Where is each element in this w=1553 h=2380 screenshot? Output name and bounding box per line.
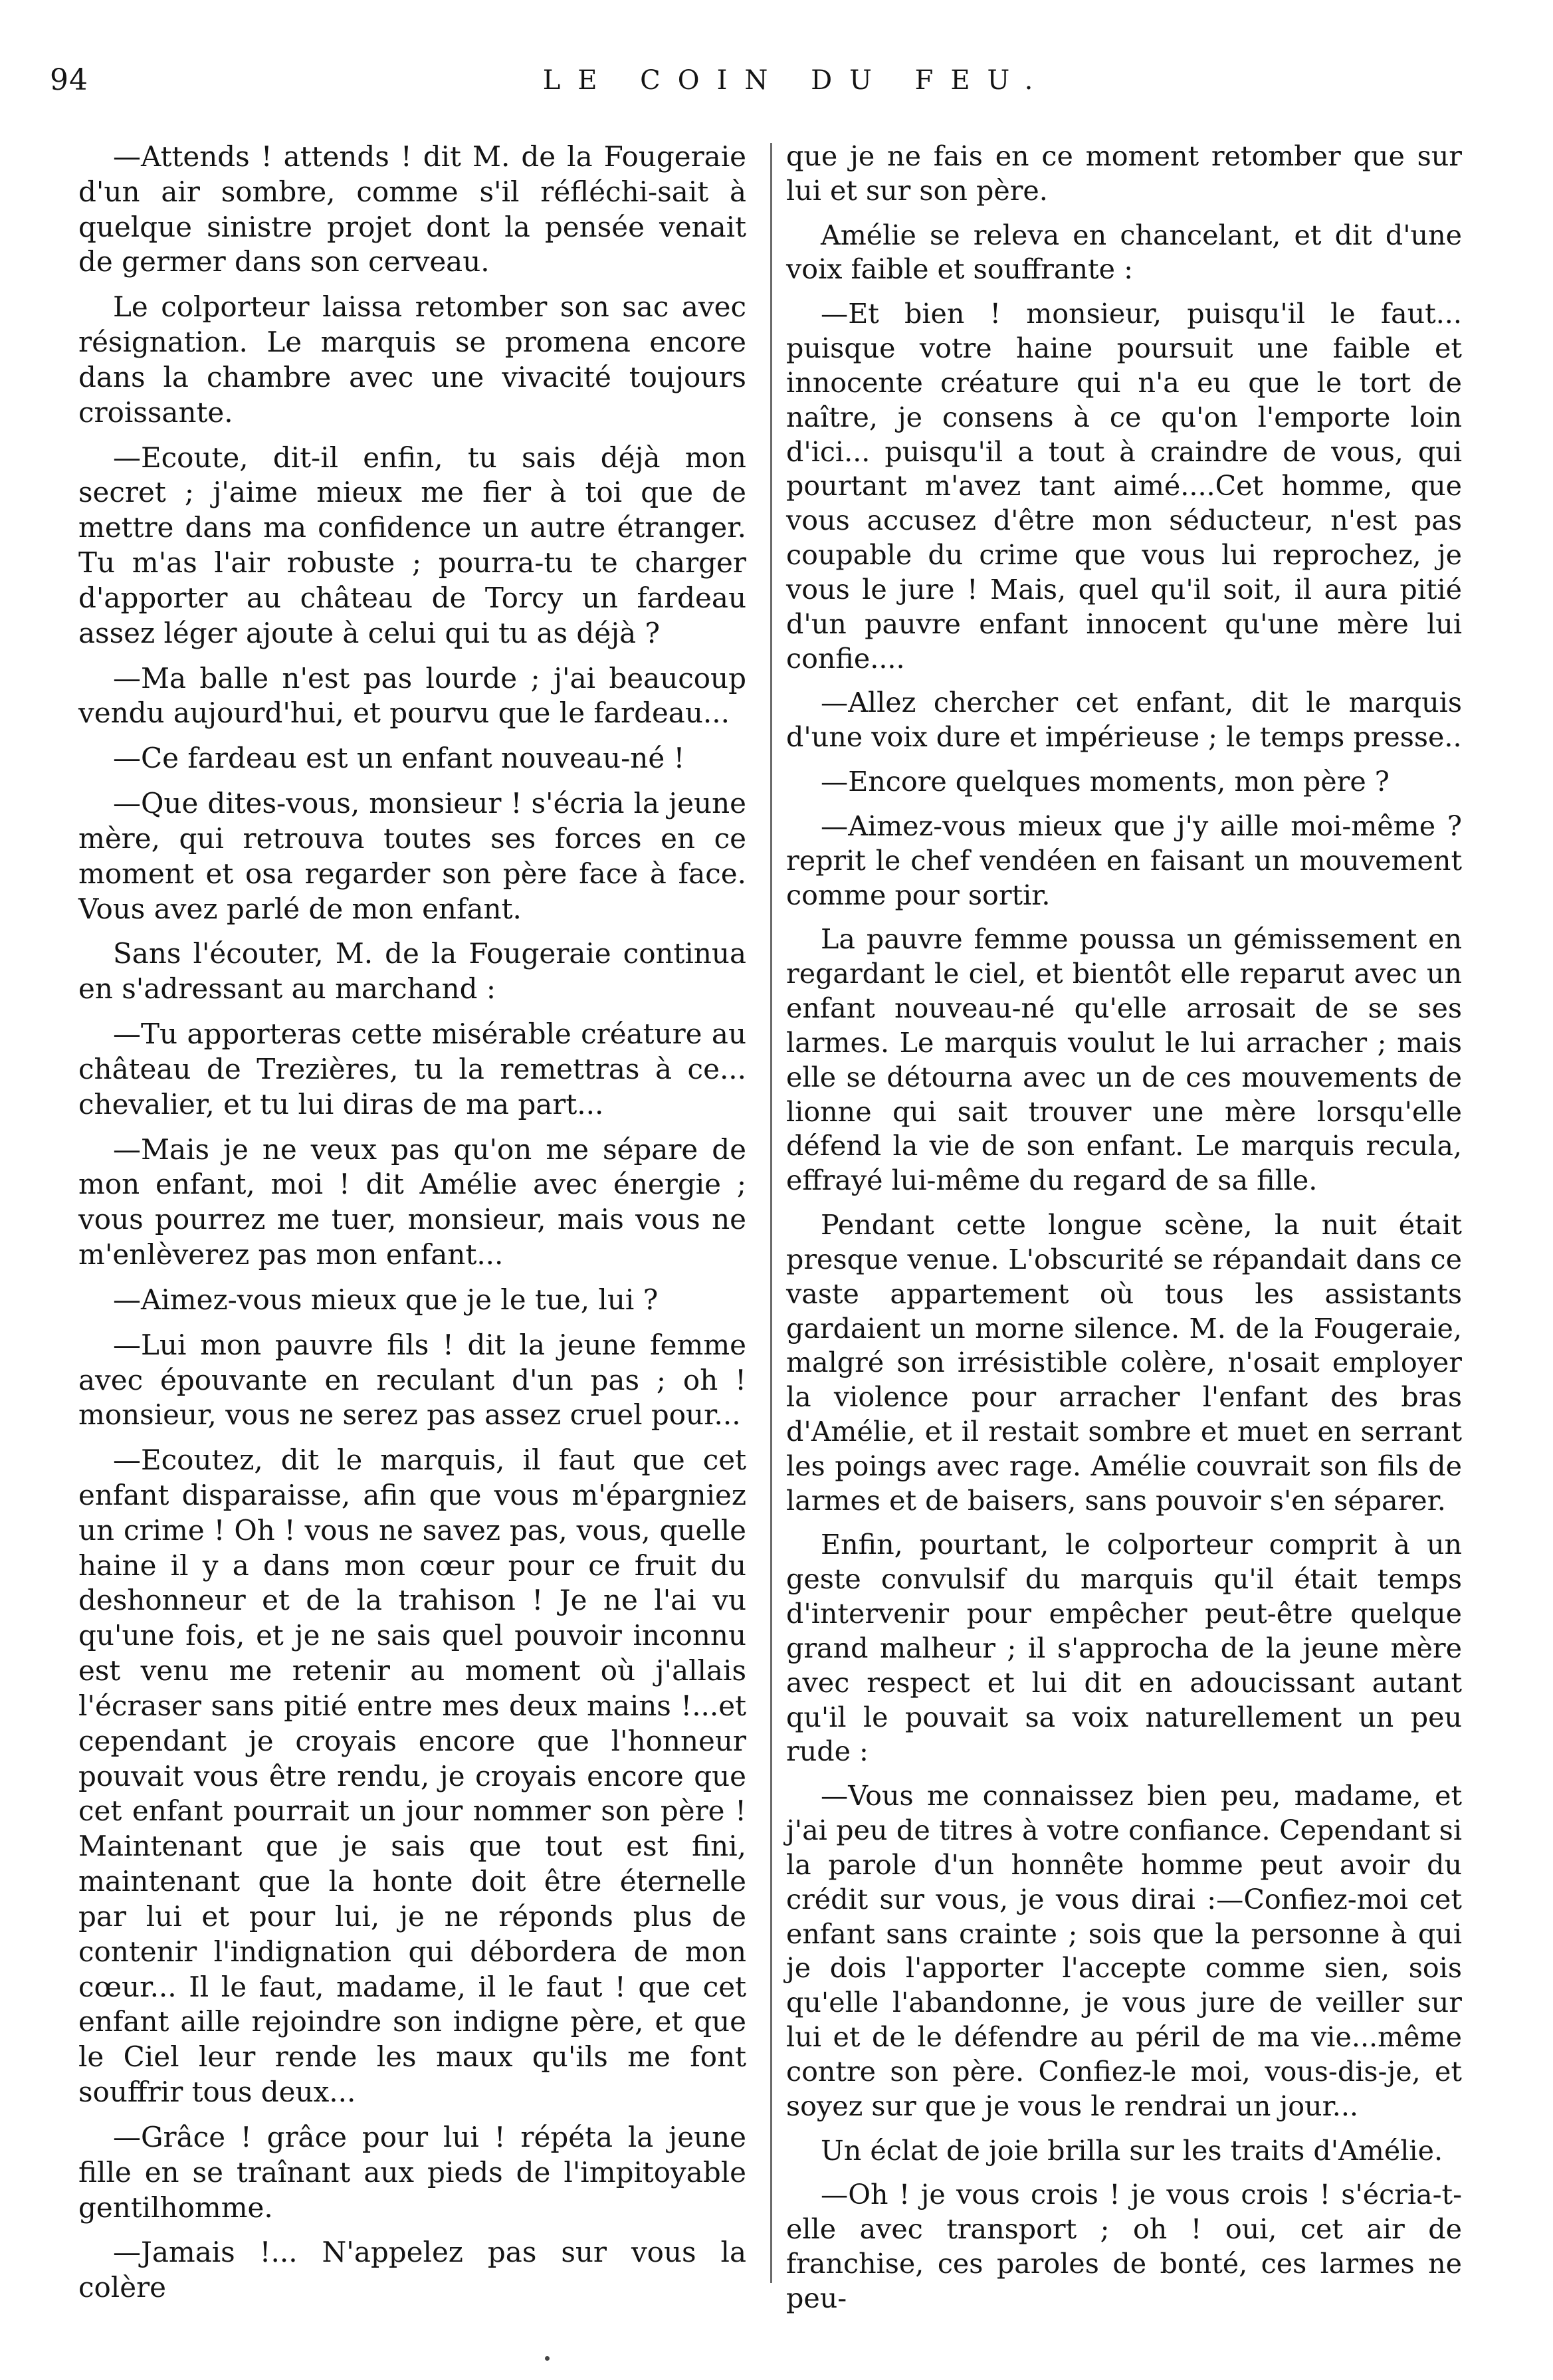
paragraph: —Grâce ! grâce pour lui ! répéta la jeune fille en se traînant aux pieds de l'impitoyable gentilhomme. [78,2120,746,2224]
paragraph: —Oh ! je vous crois ! je vous crois ! s'écria-t-elle avec transport ; oh ! oui, cet air de franchise, ces paroles de bonté, ces larmes ne peu- [786,2179,1462,2314]
paragraph: Pendant cette longue scène, la nuit était presque venue. L'obscurité se répandait dans ce vaste appartement où tous les assistants gardaient un morne silence. M. de la Fougeraie, malgré son irrésistible colère, n'osait employer la violence pour arracher l'enfant des bras d'Amélie, et il restait sombre et muet en serrant les poings avec rage. Amélie couvrait son fils de larmes et de baisers, sans pouvoir s'en séparer. [786,1209,1462,1517]
paragraph: Sans l'écouter, M. de la Fougeraie continua en s'adressant au marchand : [78,937,746,1006]
paragraph: —Ecoutez, dit le marquis, il faut que cet enfant disparaisse, afin que vous m'épargniez un crime ! Oh ! vous ne savez pas, vous, quelle haine il y a dans mon cœur pour ce fruit du deshonneur et de la trahison ! Je ne l'ai vu qu'une fois, et je ne sais quel pouvoir inconnu est venu me retenir au moment où j'allais l'écraser sans pitié entre mes deux mains !...et cependant je croyais encore que l'honneur pouvait vous être rendu, je croyais encore que cet enfant pourrait un jour nommer son père ! Maintenant que je sais que tout est fini, maintenant que la honte doit être éternelle par lui et pour lui, je ne réponds plus de contenir l'indignation qui débordera de mon cœur... Il le faut, madame, il le faut ! que cet enfant aille rejoindre son indigne père, et que le Ciel leur rende les maux qu'ils me font souffrir tous deux... [78,1444,746,2109]
paragraph: —Jamais !... N'appelez pas sur vous la colère [78,2236,746,2304]
paragraph: —Que dites-vous, monsieur ! s'écria la jeune mère, qui retrouva toutes ses forces en ce moment et osa regarder son père face à face. Vous avez parlé de mon enfant. [78,787,746,925]
paragraph: —Encore quelques moments, mon père ? [821,766,1390,798]
page-number: 94 [50,63,88,97]
paragraph: —Et bien ! monsieur, puisqu'il le faut... puisque votre haine poursuit une faible et innocente créature qui n'a eu que le tort de naître, je consens à ce qu'on l'emporte loin d'ici... puisqu'il a tout à craindre de vous, qui pourtant m'avez tant aimé....Cet homme, que vous accusez d'être mon séducteur, n'est pas coupable du crime que vous lui reprochez, je vous le jure ! Mais, quel qu'il soit, il aura pitié d'un pauvre enfant innocent qu'une mère lui confie.... [786,298,1462,675]
running-title: LE COIN DU FEU. [542,65,1051,96]
paragraph: —Aimez-vous mieux que j'y aille moi-même ? reprit le chef vendéen en faisant un mouvement comme pour sortir. [786,810,1462,911]
paragraph: —Aimez-vous mieux que je le tue, lui ? [113,1283,659,1316]
column-divider [770,143,772,2283]
paragraph: Enfin, pourtant, le colporteur comprit à un geste convulsif du marquis qu'il était temps d'intervenir pour empêcher peut-être quelque grand malheur ; il s'approcha de la jeune mère avec respect et lui dit en adoucissant autant qu'il le pouvait sa voix naturellement un peu rude : [786,1529,1462,1768]
paragraph: La pauvre femme poussa un gémissement en regardant le ciel, et bientôt elle reparut avec un enfant nouveau-né qu'elle arrosait de se ses larmes. Le marquis voulut le lui arracher ; mais elle se détourna avec un de ces mouvements de lionne qui sait trouver une mère lorsqu'elle défend la vie de son enfant. Le marquis recula, effrayé lui-même du regard de sa fille. [786,923,1462,1197]
paragraph: —Mais je ne veux pas qu'on me sépare de mon enfant, moi ! dit Amélie avec énergie ; vous pourrez me tuer, monsieur, mais vous ne m'enlèverez pas mon enfant... [78,1133,746,1271]
paragraph: —Ma balle n'est pas lourde ; j'ai beaucoup vendu aujourd'hui, et pourvu que le fardeau... [78,661,746,730]
paragraph: que je ne fais en ce moment retomber que sur lui et sur son père. [786,140,1462,207]
paragraph: Amélie se releva en chancelant, et dit d'une voix faible et souffrante : [786,219,1462,286]
right-column [786,140,1462,2326]
paragraph: —Ce fardeau est un enfant nouveau-né ! [113,742,685,775]
left-column [78,140,746,2316]
paragraph: —Lui mon pauvre fils ! dit la jeune femme avec épouvante en reculant d'un pas ; oh ! monsieur, vous ne serez pas assez cruel pour... [78,1328,746,1432]
paragraph: —Allez chercher cet enfant, dit le marquis d'une voix dure et impérieuse ; le temps presse.. [786,687,1462,754]
paragraph: Le colporteur laissa retomber son sac avec résignation. Le marquis se promena encore dans la chambre avec une vivacité toujours croissante. [78,290,746,429]
paragraph: —Vous me connaissez bien peu, madame, et j'ai peu de titres à votre confiance. Cependant si la parole d'un honnête homme peut avoir du crédit sur vous, je vous dirai :—Confiez-moi cet enfant sans crainte ; sois que la personne à qui je dois l'apporter l'accepte comme sien, sois qu'elle l'abandonne, je vous jure de veiller sur lui et de le défendre au péril de ma vie...même contre son père. Confiez-le moi, vous-dis-je, et soyez sur que je vous le rendrai un jour... [786,1780,1462,2122]
paragraph: —Attends ! attends ! dit M. de la Fougeraie d'un air sombre, comme s'il réfléchi-sait à quelque sinistre projet dont la pensée venait de germer dans son cerveau. [78,140,746,278]
paragraph: —Ecoute, dit-il enfin, tu sais déjà mon secret ; j'aime mieux me fier à toi que de mettre dans ma confidence un autre étranger. Tu m'as l'air robuste ; pourra-tu te charger d'apporter au château de Torcy un fardeau assez léger ajoute à celui qui tu as déjà ? [78,441,746,649]
paragraph: Un éclat de joie brilla sur les traits d'Amélie. [821,2134,1443,2167]
ink-speck [545,2356,550,2361]
paragraph: —Tu apporteras cette misérable créature au château de Trezières, tu la remettras à ce... chevalier, et tu lui diras de ma part... [78,1018,746,1121]
